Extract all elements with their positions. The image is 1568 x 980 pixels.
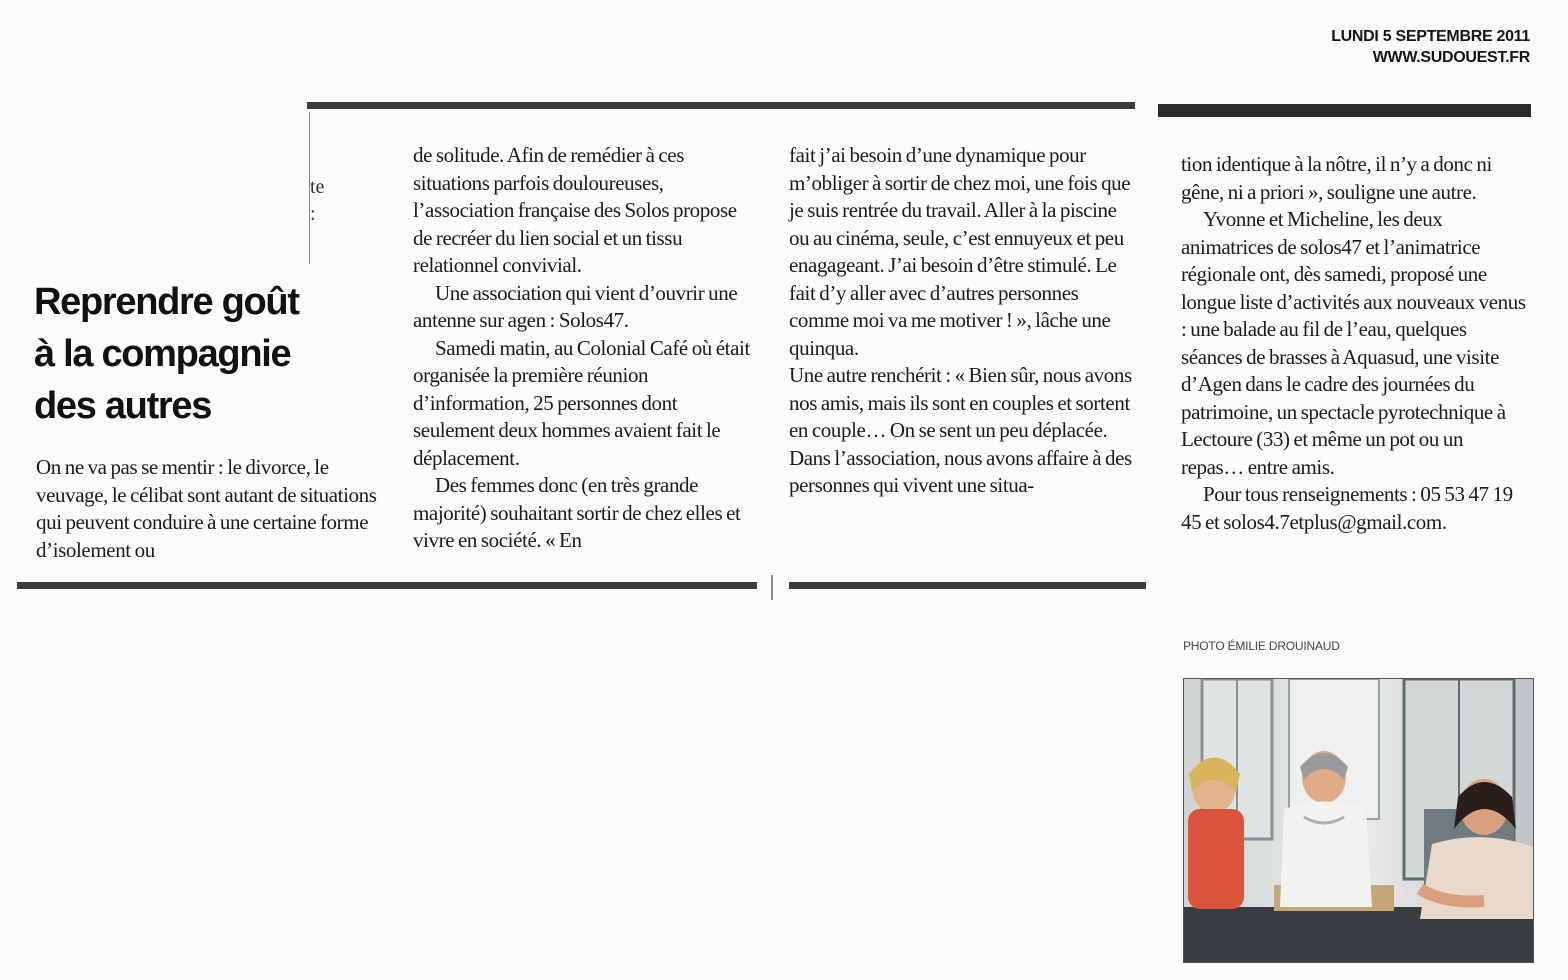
article-headline	[34, 276, 394, 432]
top-rule-right	[1158, 104, 1531, 117]
paragraph: fait j’ai besoin d’une dynamique pour m’obliger à sortir de chez moi, une fois que je suis rentrée du travail. Aller à la piscine ou au cinéma, seule, c’est ennuyeux et peu enagageant. J’ai besoin d’être stimulé. Le fait d’y aller avec d’autres personnes comme moi va me motiver ! », lâche une quinqua.	[789, 143, 1131, 360]
column-divider	[771, 575, 773, 600]
lead-paragraph: On ne va pas se mentir : le divorce, le veuvage, le célibat sont autant de situations qui peuvent conduire à une certaine forme d’isolement ou	[36, 455, 377, 562]
paragraph: Samedi matin, au Colonial Café où était organisée la première réunion d’information, 25 personnes dont seulement deux hommes avaient fait le déplacement.	[413, 335, 750, 470]
paragraph: tion identique à la nôtre, il n’y a donc ni gêne, ni a priori », souligne une autre.	[1181, 152, 1492, 204]
article-column-1	[36, 454, 386, 564]
paragraph: de solitude. Afin de remédier à ces situations parfois douloureuses, l’association française des Solos propose de recréer du lien social et un tissu relationnel convivial.	[413, 143, 737, 277]
paragraph: Des femmes donc (en très grande majorité) souhaitant sortir de chez elles et vivre en société. « En	[413, 473, 741, 552]
headline-line: à la compagnie	[34, 333, 291, 375]
bottom-rule-left	[17, 582, 757, 589]
article-column-3	[789, 142, 1139, 500]
article-column-4	[1181, 151, 1526, 536]
headline-line: des autres	[34, 385, 212, 427]
paragraph: Une autre renchérit : « Bien sûr, nous avons nos amis, mais ils sont en couples et sortent en couple… On se sent un peu déplacée. Dans l’association, nous avons affaire à des personnes qui vivent une situa-	[789, 363, 1132, 497]
adjacent-article-fragment: :	[310, 203, 316, 225]
contact-paragraph: Pour tous renseignements : 05 53 47 19 45 et solos4.7etplus@gmail.com.	[1181, 482, 1513, 534]
article-column-2	[413, 142, 757, 555]
adjacent-article-fragment: te	[310, 176, 325, 198]
bottom-rule-right	[789, 582, 1146, 589]
headline-line: Reprendre goût	[34, 281, 299, 323]
issue-date: LUNDI 5 SEPTEMBRE 2011	[1331, 28, 1530, 45]
paragraph: Yvonne et Micheline, les deux animatrices de solos47 et l’animatrice régionale ont, dès samedi, proposé une longue liste d’activités aux nouveaux venus : une balade au fil de l’eau, quelques séances de brasses à Aquasud, une visite d’Agen dans le cadre des journées du patrimoine, un spectacle pyrotechnique à Lectoure (33) et même un pot ou un repas… entre amis.	[1181, 207, 1526, 479]
website-url[interactable]: WWW.SUDOUEST.FR	[1372, 49, 1530, 66]
top-rule-middle	[307, 102, 1135, 109]
masthead	[1331, 26, 1530, 68]
paragraph: Une association qui vient d’ouvrir une antenne sur agen : Solos47.	[413, 280, 738, 332]
article-photo	[1183, 678, 1534, 963]
photo-credit: PHOTO ÉMILIE DROUINAUD	[1183, 639, 1340, 653]
